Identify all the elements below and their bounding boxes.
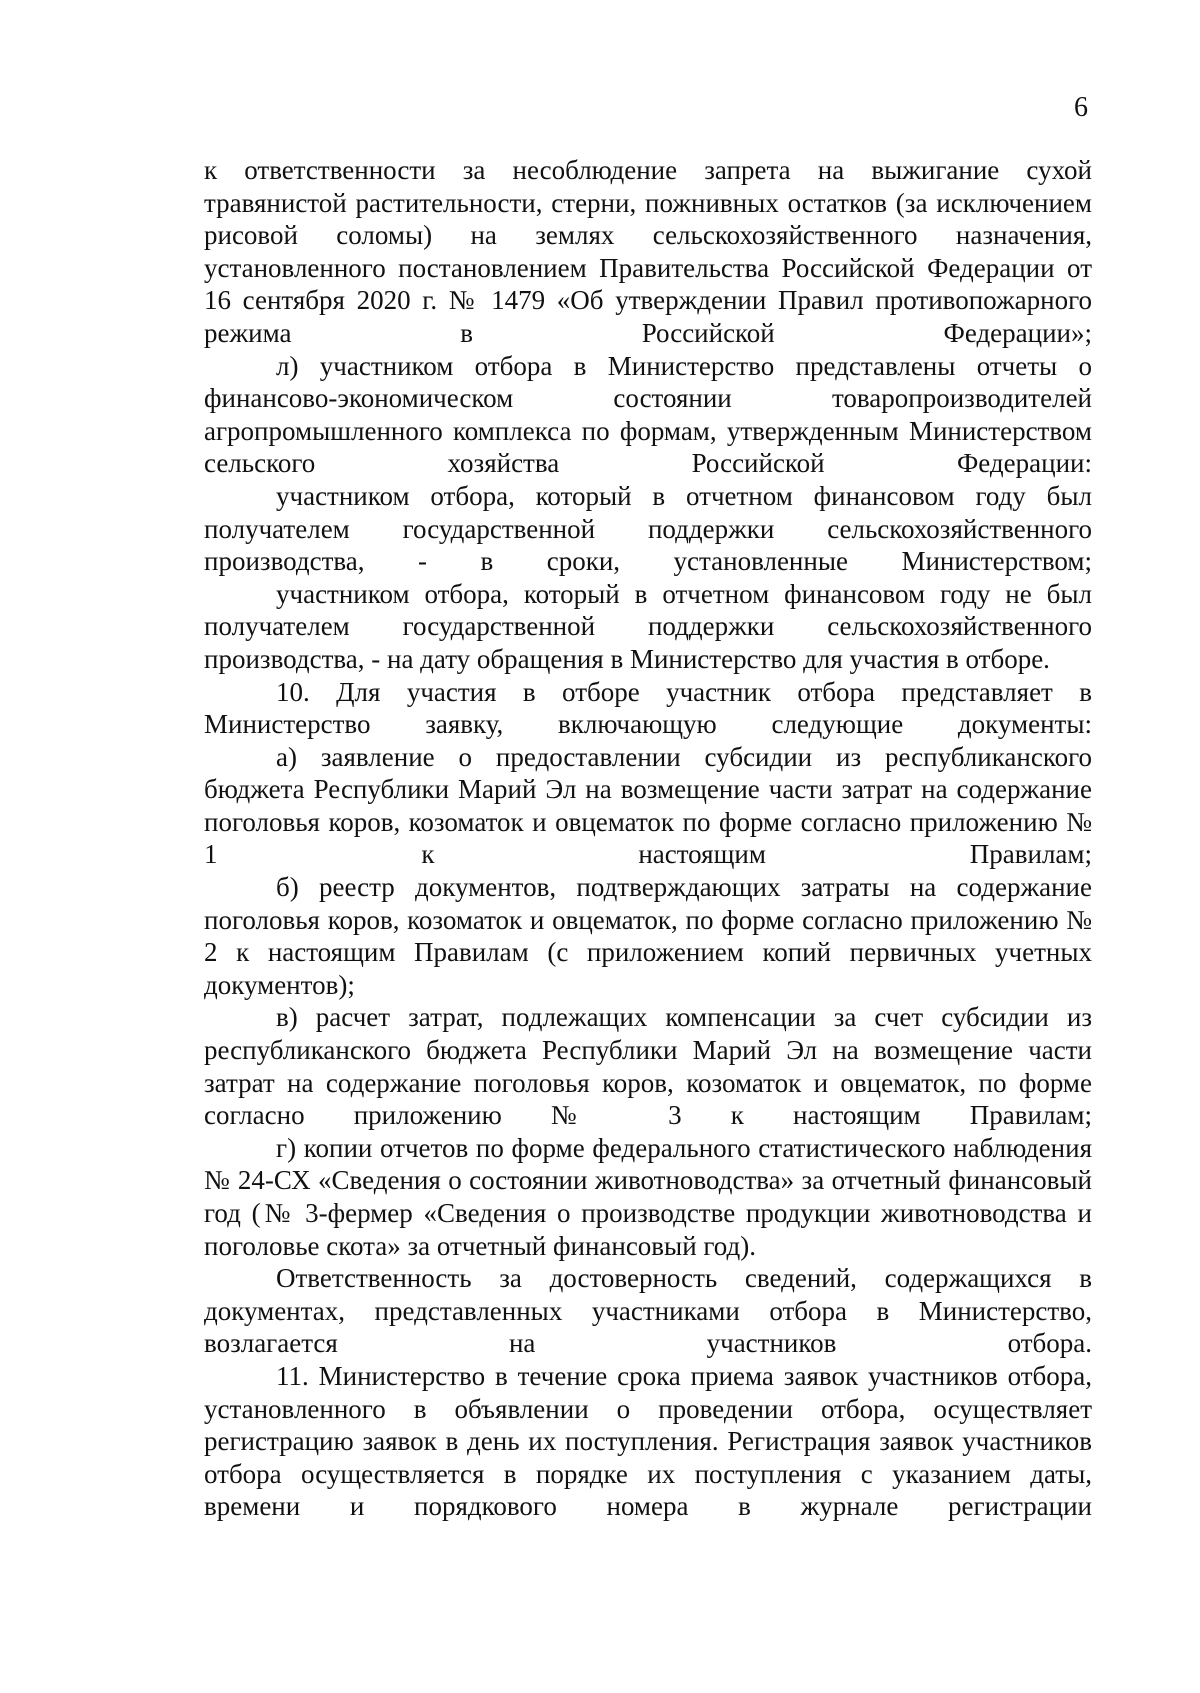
- document-body: [204, 154, 1092, 1523]
- paragraph-item-v: в) расчет затрат, подлежащих компенсации за счет субсидии из республиканского бюджета Республики Марий Эл на возмещение части затрат на содержание поголовья коров, козоматок и овцематок, по форме согласно приложению № 3 к настоящим Правилам;: [204, 1002, 1092, 1131]
- paragraph-clause-11: 11. Министерство в течение срока приема заявок участников отбора, установленного в объявлении о проведении отбора, осуществляет регистрацию заявок в день их поступления. Регистрация заявок участников отбора осуществляется в порядке их поступления с указанием даты, времени и порядкового номера в журнале регистрации: [204, 1360, 1092, 1522]
- paragraph-item-l: л) участником отбора в Министерство представлены отчеты о финансово-экономическом состоянии товаропроизводителей агропромышленного комплекса по формам, утвержденным Министерством сельского хозяйства Российской Федерации:: [204, 350, 1092, 479]
- paragraph-participant-recipient: участником отбора, который в отчетном финансовом году был получателем государственной поддержки сельскохозяйственного производства, - в сроки, установленные Министерством;: [204, 480, 1092, 577]
- paragraph-item-b: б) реестр документов, подтверждающих затраты на содержание поголовья коров, козоматок и овцематок, по форме согласно приложению № 2 к настоящим Правилам (с приложением копий первичных учетных документов);: [204, 872, 1092, 1000]
- paragraph-clause-10: 10. Для участия в отборе участник отбора представляет в Министерство заявку, включающую следующие документы:: [204, 676, 1092, 740]
- page-number: 6: [1074, 92, 1088, 123]
- paragraph-participant-non-recipient: участником отбора, который в отчетном финансовом году не был получателем государственной поддержки сельскохозяйственного производства, - на дату обращения в Министерство для участия в отборе.: [204, 578, 1092, 674]
- paragraph-item-g: г) копии отчетов по форме федерального статистического наблюдения № 24-СХ «Сведения о состоянии животноводства» за отчетный финансовый год (№ 3-фермер «Сведения о производстве продукции животноводства и поголовье скота» за отчетный финансовый год).: [204, 1132, 1092, 1261]
- paragraph-responsibility: Ответственность за достоверность сведений, содержащихся в документах, представленных участниками отбора в Министерство, возлагается на участников отбора.: [204, 1263, 1092, 1359]
- paragraph-item-a: а) заявление о предоставлении субсидии из республиканского бюджета Республики Марий Эл на возмещение части затрат на содержание поголовья коров, козоматок и овцематок по форме согласно приложению № 1 к настоящим Правилам;: [204, 741, 1092, 870]
- paragraph-continuation: к ответственности за несоблюдение запрета на выжигание сухой травянистой растительности, стерни, пожнивных остатков (за исключением рисовой соломы) на землях сельскохозяйственного назначения, установленного постановлением Правительства Российской Федерации от 16 сентября 2020 г. № 1479 «Об утверждении Правил противопожарного режима в Российской Федерации»;: [204, 155, 1092, 348]
